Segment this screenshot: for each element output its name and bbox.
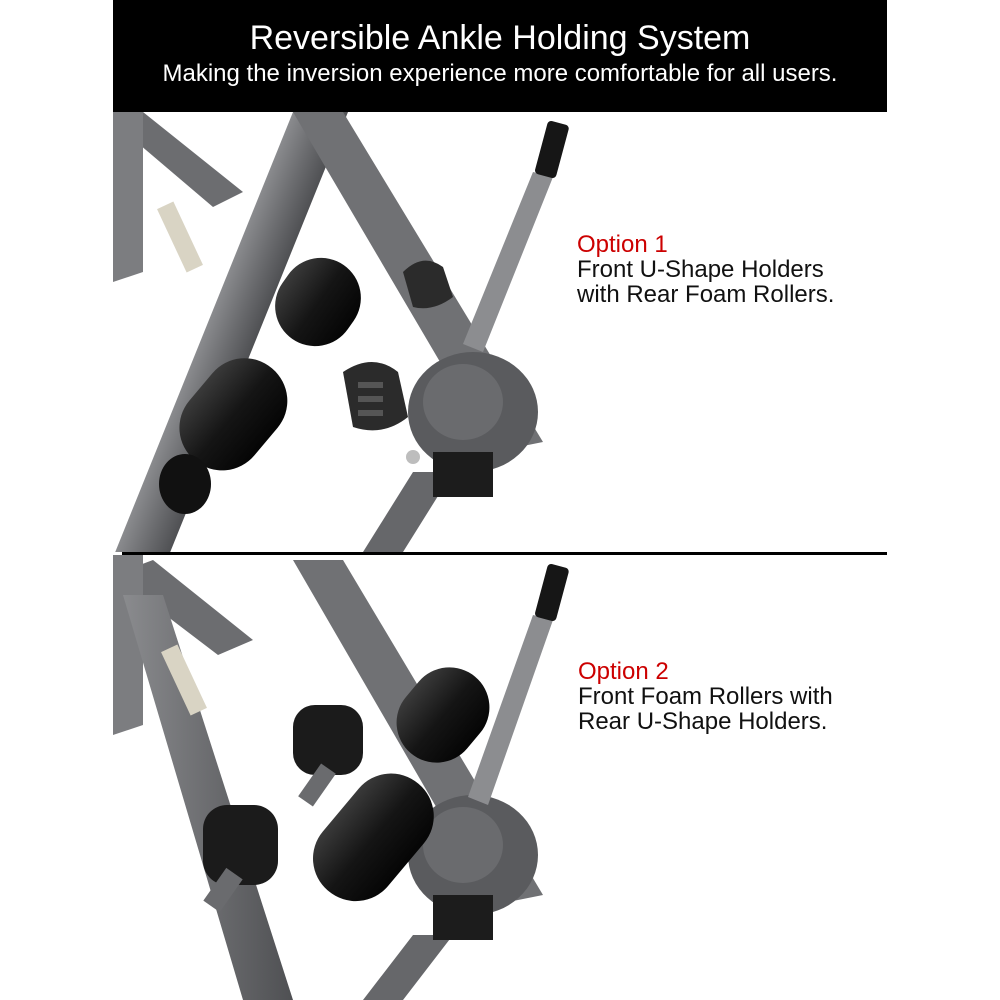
photo-option-1: [113, 112, 583, 552]
option-2-callout: [578, 659, 833, 734]
option-2-line-1: Front Foam Rollers with: [578, 683, 833, 710]
banner-subtitle: Making the inversion experience more comfortable for all users.: [162, 60, 838, 87]
option-1-line-2: with Rear Foam Rollers.: [577, 281, 835, 308]
banner-title: Reversible Ankle Holding System: [249, 19, 751, 57]
option-2-line-2: Rear U-Shape Holders.: [578, 708, 828, 735]
inversion-table-ankle-photo-1: [113, 112, 583, 552]
option-1-callout: [577, 232, 834, 307]
option-2-label: Option 2: [578, 658, 669, 685]
header-banner: [113, 0, 887, 112]
option-1-label: Option 1: [577, 231, 668, 258]
photo-option-2: [113, 555, 583, 1000]
option-1-line-1: Front U-Shape Holders: [577, 256, 824, 283]
inversion-table-ankle-photo-2: [113, 555, 583, 1000]
